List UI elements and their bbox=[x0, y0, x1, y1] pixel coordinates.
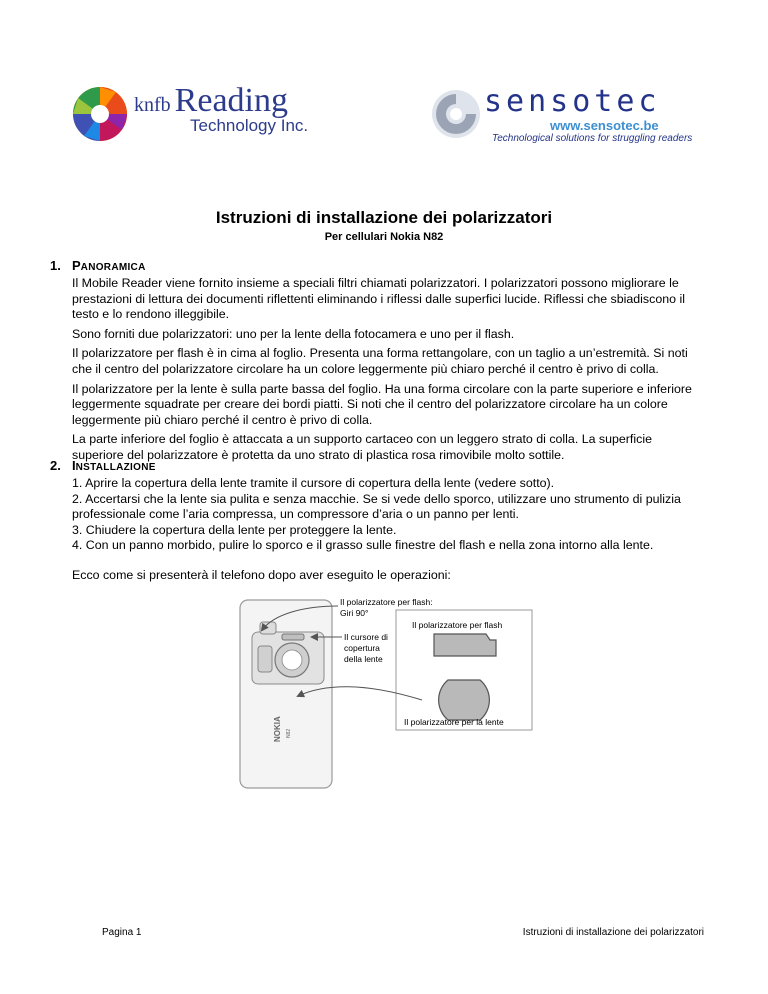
paragraph: Il Mobile Reader viene fornito insieme a speciali filtri chiamati polarizzatori. I polarizzatori possono migliorare le prestazioni di lettura dei documenti riflettenti eliminando i riflessi dalle superfici lucide. Riflessi che sbiadiscono il testo e lo rendono illeggibile. bbox=[72, 276, 685, 322]
phone-body-shape bbox=[240, 600, 332, 788]
section-body-panoramica bbox=[72, 276, 702, 468]
aperture-icon bbox=[70, 84, 130, 144]
section-heading-rest: NSTALLAZIONE bbox=[75, 462, 156, 473]
footer-doc-name: Istruzioni di installazione dei polarizzatori bbox=[522, 927, 704, 938]
sensotec-logo bbox=[430, 84, 693, 156]
figure-drawing bbox=[234, 592, 544, 792]
step-item: 1. Aprire la copertura della lente tramite il cursore di copertura della lente (vedere sotto). bbox=[72, 476, 555, 490]
label-cursor-1: Il cursore di bbox=[344, 632, 388, 642]
lens-polarizer-shape bbox=[439, 680, 490, 720]
section-heading-cap: I bbox=[72, 458, 76, 473]
sensotec-tagline: Technological solutions for struggling readers bbox=[492, 133, 693, 144]
label-flash-rotate-1: Il polarizzatore per flash: bbox=[340, 597, 433, 607]
technology-inc-text: Technology Inc. bbox=[190, 116, 309, 135]
paragraph: Il polarizzatore per flash è in cima al foglio. Presenta una forma rettangolare, con un taglio a un’estremità. Si noti che il centro del polarizzatore circolare ha un colore leggermente più chiaro perché il centro è privo di colla. bbox=[72, 346, 688, 376]
section-number: 1. bbox=[50, 258, 61, 273]
knfb-text: knfb bbox=[134, 94, 171, 116]
knfb-wordmark bbox=[134, 82, 288, 120]
document-subtitle: Per cellulari Nokia N82 bbox=[324, 231, 444, 243]
section-number: 2. bbox=[50, 458, 61, 473]
step-item: 2. Accertarsi che la lente sia pulita e senza macchie. Se si vede dello sporco, utilizzare uno strumento di pulizia professionale come l’aria compressa, un compressore d’aria o un panno per lenti. bbox=[72, 491, 681, 522]
paragraph: Il polarizzatore per la lente è sulla parte bassa del foglio. Ha una forma circolare con la parte superiore e inferiore leggermente squadrate per creare dei bordi piatti. Si noti che il centro del polarizzatore circolare ha un colore leggermente più chiaro perché il centro è privo di colla. bbox=[72, 381, 692, 427]
step-item: 4. Con un panno morbido, pulire lo sporco e il grasso sulle finestre del flash e nella zona intorno alla lente. bbox=[72, 538, 654, 553]
phone-brand-text: NOKIA bbox=[273, 716, 282, 742]
section-heading-installazione bbox=[50, 458, 156, 473]
flash-window-shape bbox=[282, 634, 304, 640]
section-heading-rest: ANORAMICA bbox=[80, 262, 146, 273]
paragraph: Sono forniti due polarizzatori: uno per la lente della fotocamera e uno per il flash. bbox=[72, 326, 515, 341]
label-cursor-3: della lente bbox=[344, 654, 383, 664]
section-heading-panoramica bbox=[50, 258, 146, 273]
section-heading-cap: P bbox=[72, 258, 81, 273]
sensotec-swirl-icon bbox=[430, 88, 482, 140]
label-flash-rotate-2: Giri 90° bbox=[340, 608, 369, 618]
flash-polarizer-shape bbox=[434, 634, 496, 656]
phone-model-text: N82 bbox=[286, 728, 292, 738]
sensotec-url: www.sensotec.be bbox=[550, 118, 659, 133]
reading-text: Reading bbox=[174, 82, 288, 119]
label-lens-polarizer: Il polarizzatore per la lente bbox=[404, 717, 504, 727]
section-body-installazione bbox=[72, 476, 702, 588]
footer-page-number: Pagina 1 bbox=[102, 927, 142, 938]
step-item: 3. Chiudere la copertura della lente per proteggere la lente. bbox=[72, 522, 397, 537]
phone-polarizer-figure bbox=[234, 592, 544, 792]
knfb-reading-logo bbox=[70, 80, 330, 140]
outro-text: Ecco come si presenterà il telefono dopo aver eseguito le operazioni: bbox=[72, 567, 451, 582]
paragraph: La parte inferiore del foglio è attaccata a un supporto cartaceo con un leggero strato di colla. La superficie superiore del polarizzatore è protetta da uno strato di plastica rosa rimovibile molto sottile. bbox=[72, 432, 652, 462]
label-flash-polarizer: Il polarizzatore per flash bbox=[412, 620, 503, 630]
sensotec-wordmark: sensotec bbox=[484, 84, 661, 119]
document-title: Istruzioni di installazione dei polarizzatori bbox=[215, 208, 553, 227]
label-cursor-2: copertura bbox=[344, 643, 380, 653]
